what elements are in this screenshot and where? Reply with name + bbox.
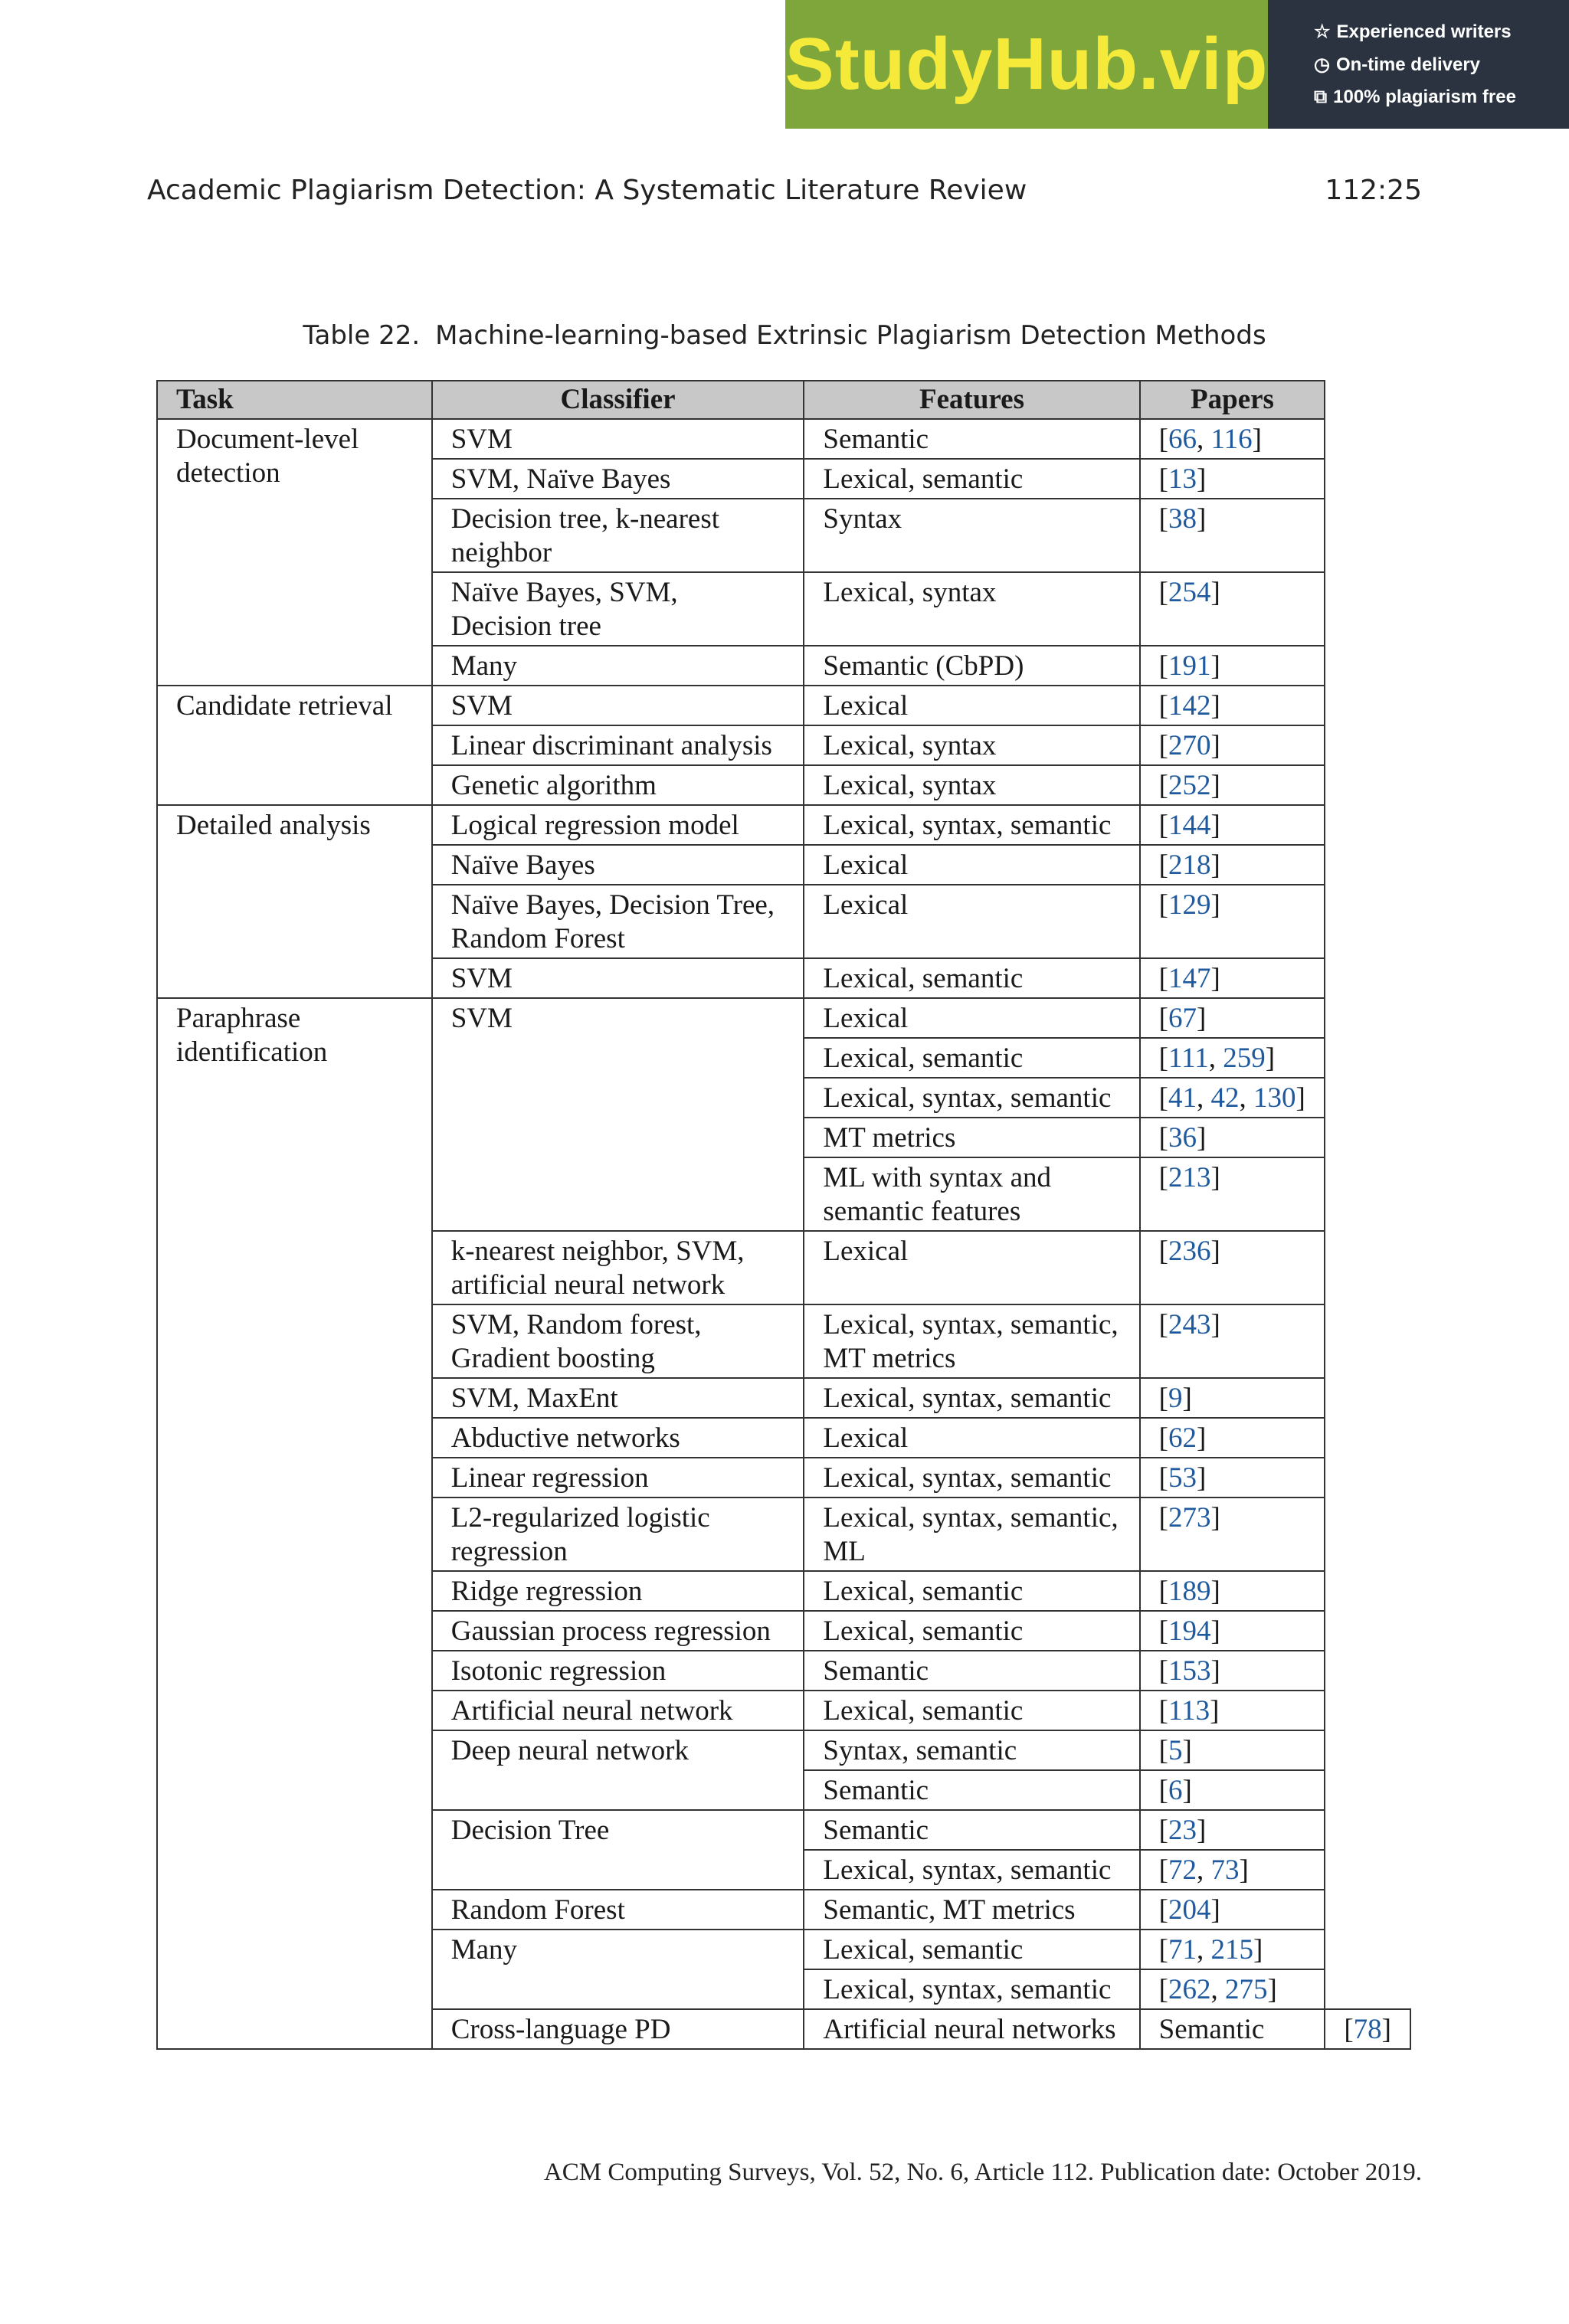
cell-papers: [189] [1140,1571,1325,1611]
cell-papers: [144] [1140,805,1325,845]
cell-classifier: Naïve Bayes [432,845,804,885]
citation-link[interactable]: 72 [1168,1854,1197,1886]
citation-link[interactable]: 153 [1168,1655,1211,1687]
citation-link[interactable]: 9 [1168,1383,1183,1414]
cell-features: Lexical [804,885,1139,958]
cell-papers: [191] [1140,646,1325,686]
cell-classifier: SVM [432,958,804,998]
cell-classifier: SVM [432,419,804,459]
cell-classifier: Decision Tree [432,1810,804,1890]
citation-link[interactable]: 67 [1168,1003,1197,1034]
cell-features: Lexical, syntax [804,765,1139,805]
header-features: Features [804,381,1139,419]
cell-classifier: SVM [432,998,804,1231]
cell-papers: [270] [1140,725,1325,765]
cell-papers: [204] [1140,1890,1325,1930]
header-papers: Papers [1140,381,1325,419]
citation-link[interactable]: 36 [1168,1122,1197,1154]
table-number: Table 22. [303,320,421,351]
cell-papers: [194] [1140,1611,1325,1651]
copy-icon: ⧉ [1314,87,1328,107]
cell-features: Lexical [804,686,1139,725]
cell-features: Lexical, syntax, semantic [804,1078,1139,1118]
running-title: Academic Plagiarism Detection: A Systematic Literature Review [147,175,1027,206]
cell-classifier: L2-regularized logistic regression [432,1498,804,1571]
cell-papers: [262, 275] [1140,1969,1325,2009]
citation-link[interactable]: 270 [1168,730,1211,761]
cell-papers: [13] [1140,459,1325,499]
cell-features: Lexical, syntax, semantic, ML [804,1498,1139,1571]
banner-feature-2 [1314,54,1569,76]
cell-features: Lexical, semantic [804,459,1139,499]
cell-papers: [254] [1140,572,1325,646]
banner-feature-1 [1314,21,1569,43]
cell-features: Lexical, syntax, semantic [804,1378,1139,1418]
cell-papers: [72, 73] [1140,1850,1325,1890]
cell-papers: [36] [1140,1118,1325,1157]
page-number: 112:25 [1325,175,1422,206]
citation-link[interactable]: 71 [1168,1934,1197,1966]
cell-papers: [41, 42, 130] [1140,1078,1325,1118]
citation-link[interactable]: 273 [1168,1502,1211,1534]
cell-features: Semantic [804,1651,1139,1691]
cell-papers: [62] [1140,1418,1325,1458]
ad-banner[interactable] [785,0,1569,129]
banner-feature-label: 100% plagiarism free [1333,87,1516,107]
cell-features: Lexical, syntax, semantic [804,1850,1139,1890]
cell-features: Syntax, semantic [804,1730,1139,1770]
cell-papers: [71, 215] [1140,1930,1325,1969]
cell-papers: [67] [1140,998,1325,1038]
citation-link[interactable]: 191 [1168,650,1211,682]
banner-feature-label: Experienced writers [1336,21,1512,42]
citation-link[interactable]: 41 [1168,1082,1197,1114]
citation-link[interactable]: 38 [1168,503,1197,535]
citation-link[interactable]: 144 [1168,810,1211,841]
cell-features: Semantic [1140,2009,1325,2049]
citation-link[interactable]: 6 [1168,1775,1183,1806]
citation-link[interactable]: 78 [1353,2014,1382,2045]
cell-task: Cross-language PD [432,2009,804,2049]
cell-papers: [53] [1140,1458,1325,1498]
citation-link[interactable]: 111 [1168,1043,1209,1074]
citation-link[interactable]: 213 [1168,1162,1211,1193]
cell-papers: [66, 116] [1140,419,1325,459]
cell-papers: [129] [1140,885,1325,958]
cell-features: Lexical, semantic [804,958,1139,998]
cell-classifier: Many [432,646,804,686]
cell-features: Semantic, MT metrics [804,1890,1139,1930]
citation-link[interactable]: 73 [1210,1854,1240,1886]
cell-features: Lexical, syntax, semantic, MT metrics [804,1304,1139,1378]
citation-link[interactable]: 275 [1224,1974,1268,2005]
cell-classifier: Naïve Bayes, SVM, Decision tree [432,572,804,646]
banner-feature-label: On-time delivery [1335,54,1481,75]
cell-classifier: Random Forest [432,1890,804,1930]
cell-papers: [142] [1140,686,1325,725]
cell-papers: [243] [1140,1304,1325,1378]
cell-papers: [23] [1140,1810,1325,1850]
cell-classifier: SVM [432,686,804,725]
cell-papers: [5] [1140,1730,1325,1770]
banner-logo[interactable]: StudyHub.vip [785,0,1268,129]
cell-papers: [9] [1140,1378,1325,1418]
cell-features: Lexical, semantic [804,1611,1139,1651]
cell-task: Document-level detection [157,419,432,686]
cell-papers: [153] [1140,1651,1325,1691]
cell-features: Lexical [804,1231,1139,1304]
cell-papers: [213] [1140,1157,1325,1231]
banner-feature-3 [1314,87,1569,108]
cell-classifier: Linear regression [432,1458,804,1498]
cell-papers: [147] [1140,958,1325,998]
cell-papers: [38] [1140,499,1325,572]
cell-features: Lexical, semantic [804,1038,1139,1078]
cell-classifier: Genetic algorithm [432,765,804,805]
citation-link[interactable]: 262 [1168,1974,1211,2005]
cell-task: Detailed analysis [157,805,432,998]
cell-papers: [236] [1140,1231,1325,1304]
citation-link[interactable]: 130 [1253,1082,1296,1114]
table-caption [0,320,1569,351]
citation-link[interactable]: 129 [1168,889,1211,921]
citation-link[interactable]: 142 [1168,690,1211,722]
cell-features: Lexical, semantic [804,1930,1139,1969]
citation-link[interactable]: 236 [1168,1236,1211,1267]
citation-link[interactable]: 243 [1168,1309,1211,1340]
cell-papers: [6] [1140,1770,1325,1810]
citation-link[interactable]: 116 [1210,424,1253,455]
table-header-row [157,381,1410,419]
banner-features [1268,0,1569,129]
table-body [157,419,1410,2049]
cell-papers: [218] [1140,845,1325,885]
methods-table [156,380,1411,2050]
cell-classifier: Ridge regression [432,1571,804,1611]
citation-link[interactable]: 189 [1168,1576,1211,1607]
cell-features: Lexical [804,998,1139,1038]
header-task: Task [157,381,432,419]
cell-features: Lexical, semantic [804,1571,1139,1611]
cell-features: Semantic [804,1770,1139,1810]
cell-features: Lexical, syntax [804,572,1139,646]
cell-task: Candidate retrieval [157,686,432,805]
cell-features: Lexical, syntax, semantic [804,1458,1139,1498]
cell-papers: [78] [1325,2009,1410,2049]
running-head [147,175,1422,206]
cell-features: Lexical, semantic [804,1691,1139,1730]
clock-icon: ◷ [1314,54,1330,75]
cell-classifier: Naïve Bayes, Decision Tree, Random Forest [432,885,804,958]
cell-papers: [252] [1140,765,1325,805]
citation-link[interactable]: 252 [1168,770,1211,801]
cell-features: Syntax [804,499,1139,572]
citation-link[interactable]: 259 [1223,1043,1266,1074]
cell-classifier: Abductive networks [432,1418,804,1458]
table-title: Machine-learning-based Extrinsic Plagiarism Detection Methods [435,320,1266,351]
cell-features: Semantic [804,419,1139,459]
citation-link[interactable]: 254 [1168,577,1211,608]
cell-features: MT metrics [804,1118,1139,1157]
cell-classifier: Gaussian process regression [432,1611,804,1651]
cell-classifier: Many [432,1930,804,2009]
cell-features: Lexical, syntax [804,725,1139,765]
table-row [157,419,1410,459]
citation-link[interactable]: 215 [1210,1934,1253,1966]
cell-features: ML with syntax and semantic features [804,1157,1139,1231]
cell-features: Lexical, syntax, semantic [804,1969,1139,2009]
citation-link[interactable]: 5 [1168,1735,1183,1766]
citation-link[interactable]: 23 [1168,1815,1197,1846]
cell-classifier: SVM, Random forest, Gradient boosting [432,1304,804,1378]
citation-link[interactable]: 147 [1168,963,1211,994]
table-row [157,998,1410,1038]
cell-features: Lexical, syntax, semantic [804,805,1139,845]
cell-classifier: k-nearest neighbor, SVM, artificial neural network [432,1231,804,1304]
cell-classifier: Deep neural network [432,1730,804,1810]
citation-link[interactable]: 66 [1168,424,1197,455]
star-icon: ☆ [1314,21,1331,42]
cell-classifier: Decision tree, k-nearest neighbor [432,499,804,572]
citation-link[interactable]: 218 [1168,849,1211,881]
cell-classifier: Linear discriminant analysis [432,725,804,765]
citation-link[interactable]: 62 [1168,1422,1197,1454]
cell-features: Lexical [804,845,1139,885]
cell-features: Semantic (CbPD) [804,646,1139,686]
cell-features: Semantic [804,1810,1139,1850]
cell-papers: [111, 259] [1140,1038,1325,1078]
citation-link[interactable]: 194 [1168,1615,1211,1647]
cell-classifier: Artificial neural networks [804,2009,1139,2049]
table-row [157,805,1410,845]
cell-classifier: SVM, MaxEnt [432,1378,804,1418]
citation-link[interactable]: 113 [1168,1695,1210,1727]
citation-link[interactable]: 42 [1210,1082,1240,1114]
footer-citation: ACM Computing Surveys, Vol. 52, No. 6, Article 112. Publication date: October 2019. [543,2159,1422,2186]
header-classifier: Classifier [432,381,804,419]
table-row [157,686,1410,725]
cell-features: Lexical [804,1418,1139,1458]
cell-papers: [113] [1140,1691,1325,1730]
cell-task: Paraphrase identification [157,998,432,2049]
citation-link[interactable]: 204 [1168,1894,1211,1926]
cell-classifier: Isotonic regression [432,1651,804,1691]
citation-link[interactable]: 13 [1168,463,1197,495]
cell-papers: [273] [1140,1498,1325,1571]
cell-classifier: SVM, Naïve Bayes [432,459,804,499]
cell-classifier: Artificial neural network [432,1691,804,1730]
citation-link[interactable]: 53 [1168,1462,1197,1494]
cell-classifier: Logical regression model [432,805,804,845]
